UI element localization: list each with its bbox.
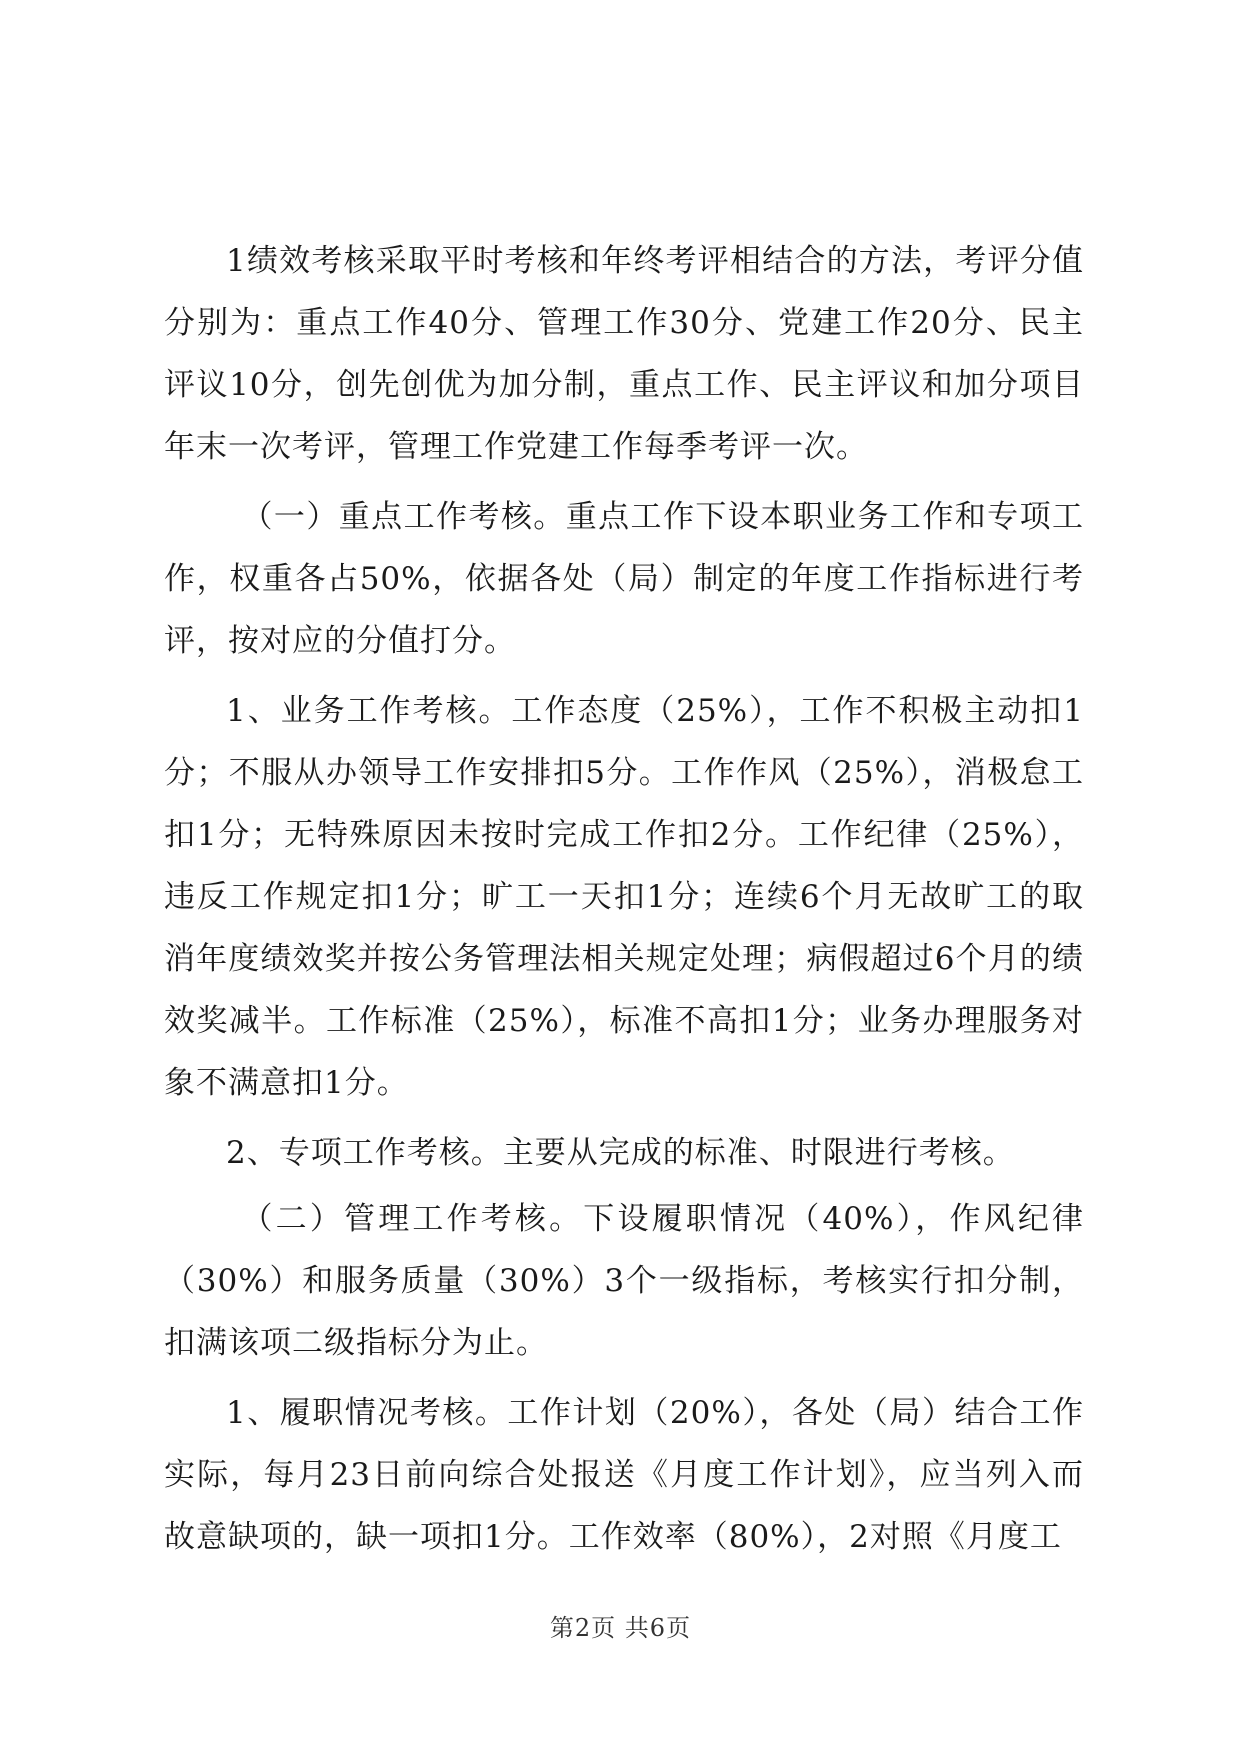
paragraph-key-work-assessment: （一）重点工作考核。重点工作下设本职业务工作和专项工作，权重各占50%，依据各处（局）制定的年度工作指标进行考评，按对应的分值打分。 [164, 499, 1084, 659]
document-body [164, 230, 1084, 1576]
paragraph-business-work-assessment: 1、业务工作考核。工作态度（25%），工作不积极主动扣1分；不服从办领导工作安排扣5分。工作作风（25%），消极怠工扣1分；无特殊原因未按时完成工作扣2分。工作纪律（25%），违反工作规定扣1分；旷工一天扣1分；连续6个月无故旷工的取消年度绩效奖并按公务管理法相关规定处理；病假超过6个月的绩效奖减半。工作标准（25%），标准不高扣1分；业务办理服务对象不满意扣1分。 [164, 693, 1084, 1101]
paragraph-management-work-assessment: （二）管理工作考核。下设履职情况（40%），作风纪律（30%）和服务质量（30%）3个一级指标，考核实行扣分制，扣满该项二级指标分为止。 [164, 1201, 1084, 1361]
page-number-footer: 第2页 共6页 [549, 1614, 692, 1642]
paragraph-special-work-assessment: 2、专项工作考核。主要从完成的标准、时限进行考核。 [226, 1135, 1015, 1171]
paragraph-duty-performance-assessment: 1、履职情况考核。工作计划（20%），各处（局）结合工作实际，每月23日前向综合处报送《月度工作计划》，应当列入而故意缺项的，缺一项扣1分。工作效率（80%），2对照《月度工 [164, 1395, 1084, 1555]
paragraph-assessment-method: 1绩效考核采取平时考核和年终考评相结合的方法，考评分值分别为：重点工作40分、管理工作30分、党建工作20分、民主评议10分，创先创优为加分制，重点工作、民主评议和加分项目年末一次考评，管理工作党建工作每季考评一次。 [164, 243, 1084, 465]
